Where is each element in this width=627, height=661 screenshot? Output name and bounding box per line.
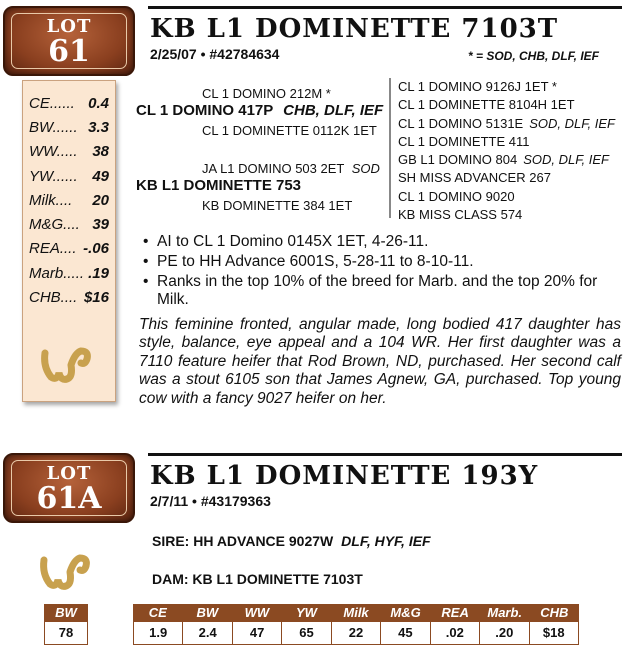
animal-title-61a: KB L1 DOMINETTE 193Y (150, 461, 539, 491)
epd-label: WW (29, 143, 57, 161)
title-rule (148, 6, 622, 9)
epd-table-value-cell: 65 (282, 622, 331, 645)
bw-box-value: 78 (44, 622, 88, 645)
animal-title: KB L1 DOMINETTE 7103T (150, 14, 559, 44)
lot-badge (3, 6, 135, 76)
pedigree-ancestor: KB MISS CLASS 574 (398, 207, 523, 223)
epd-value: 38 (92, 143, 109, 161)
epd-table-value-cell: .20 (480, 622, 529, 645)
lot-number-61a: 61A (36, 481, 102, 516)
bullet-list (143, 233, 621, 309)
epd-row (23, 140, 115, 164)
epd-dots: .... (55, 191, 73, 209)
dob-registration: 2/25/07 • #42784634 (150, 46, 280, 62)
bw-box-header: BW (44, 604, 88, 622)
epd-row (23, 164, 115, 188)
dam-dam: KB DOMINETTE 384 1ET (202, 198, 353, 213)
epd-value: $16 (83, 289, 109, 307)
sire: CL 1 DOMINO 417P CHB, DLF, IEF (136, 102, 384, 119)
epd-label: Milk (29, 191, 56, 209)
epd-panel (22, 80, 116, 402)
legend-note: * = SOD, CHB, DLF, IEF (468, 49, 600, 63)
pedigree-ancestor: SH MISS ADVANCER 267 (398, 170, 551, 186)
description: This feminine fronted, angular made, long bodied 417 daughter has style, balance, eye appeal and a 104 WR. Her first daughter was a 7110 feature heifer that Rod Brown, ND, purchased. Her second calf was a stout 6105 son that James Agnew, GA, purchased. Top young cow with a fancy 9027 heifer on her. (139, 316, 621, 407)
epd-table-head-cell: YW (282, 604, 332, 622)
epd-row (23, 261, 115, 285)
sire-line-61a: SIRE: HH ADVANCE 9027W DLF, HYF, IEF (152, 533, 431, 549)
dam-line-61a: DAM: KB L1 DOMINETTE 7103T (152, 571, 363, 587)
pedigree-right (398, 79, 615, 225)
epd-table-value-cell: 22 (332, 622, 381, 645)
epd-table-head-cell: Milk (331, 604, 381, 622)
title-rule-61a (148, 453, 622, 456)
epd-row (23, 237, 115, 261)
epd-table-head-cell: WW (232, 604, 282, 622)
epd-value: 49 (92, 167, 109, 185)
pedigree-ancestor: CL 1 DOMINO 5131E SOD, DLF, IEF (398, 115, 615, 131)
pedigree-ancestor: GB L1 DOMINO 804 SOD, DLF, IEF (398, 152, 609, 168)
pedigree-divider (389, 78, 391, 218)
pedigree-ancestor: CL 1 DOMINO 9020 (398, 188, 515, 204)
epd-row (23, 91, 115, 115)
pedigree-ancestor: CL 1 DOMINETTE 411 (398, 133, 530, 149)
epd-list (23, 81, 115, 310)
epd-value: 39 (92, 216, 109, 234)
epd-table-head-cell: BW (183, 604, 233, 622)
epd-value: -.06 (83, 240, 109, 258)
epd-table-head-cell: CE (133, 604, 183, 622)
epd-label: CE (29, 94, 50, 112)
sire-tags: CHB, DLF, IEF (283, 102, 384, 119)
lot-badge-61a (3, 453, 135, 523)
epd-table-head-cell: CHB (530, 604, 580, 622)
epd-value: .19 (88, 264, 109, 282)
brand-icon (39, 343, 97, 389)
epd-row (23, 285, 115, 309)
epd-label: CHB (29, 289, 61, 307)
epd-label: BW (29, 118, 53, 136)
epd-table-value-cell: 2.4 (183, 622, 232, 645)
brand-icon (38, 550, 96, 596)
bullet-item: • PE to HH Advance 6001S, 5-28-11 to 8-10-11. (143, 253, 474, 270)
epd-dots: ...... (52, 167, 78, 185)
epd-row (23, 115, 115, 139)
epd-row (23, 212, 115, 236)
bw-box (44, 604, 88, 645)
epd-table-values (133, 622, 579, 645)
epd-label: M&G (29, 216, 64, 234)
epd-label: REA (29, 240, 60, 258)
epd-table-value-cell: 45 (381, 622, 430, 645)
lot-label-61a: LOT (46, 463, 92, 484)
epd-value: 3.3 (88, 118, 109, 136)
epd-label: YW (29, 167, 53, 185)
epd-table (133, 604, 579, 645)
epd-dots: .... (59, 240, 77, 258)
pedigree-ancestor: CL 1 DOMINETTE 8104H 1ET (398, 97, 575, 113)
epd-label: Marb (29, 264, 64, 282)
pedigree-ancestor: CL 1 DOMINO 9126J 1ET * (398, 79, 557, 94)
dam: KB L1 DOMINETTE 753 (136, 177, 302, 194)
epd-table-header (133, 604, 579, 622)
epd-table-value-cell: 47 (233, 622, 282, 645)
epd-value: 20 (92, 191, 109, 209)
bullet-item: • Ranks in the top 10% of the breed for Marb. and the top 20% for Milk. (143, 273, 598, 308)
epd-value: 0.4 (88, 94, 109, 112)
epd-dots: ...... (52, 118, 78, 136)
bullet-item: • AI to CL 1 Domino 0145X 1ET, 4-26-11. (143, 233, 429, 250)
lot-number: 61 (48, 34, 90, 69)
epd-dots: ...... (49, 94, 75, 112)
sire-dam: CL 1 DOMINETTE 0112K 1ET (202, 123, 377, 138)
dob-registration-61a: 2/7/11 • #43179363 (150, 493, 271, 509)
epd-dots: .... (63, 216, 80, 234)
epd-table-head-cell: Marb. (480, 604, 530, 622)
lot-label: LOT (46, 16, 92, 37)
epd-table-head-cell: M&G (381, 604, 431, 622)
epd-table-head-cell: REA (430, 604, 480, 622)
epd-table-value-cell: $18 (530, 622, 579, 645)
epd-dots: ..... (56, 143, 78, 161)
dam-sire: JA L1 DOMINO 503 2ET SOD (202, 161, 380, 176)
epd-row (23, 188, 115, 212)
epd-dots: ..... (63, 264, 85, 282)
sire-sire: CL 1 DOMINO 212M * (202, 86, 331, 101)
epd-dots: .... (60, 289, 78, 307)
epd-table-value-cell: .02 (431, 622, 480, 645)
epd-table-value-cell: 1.9 (133, 622, 183, 645)
